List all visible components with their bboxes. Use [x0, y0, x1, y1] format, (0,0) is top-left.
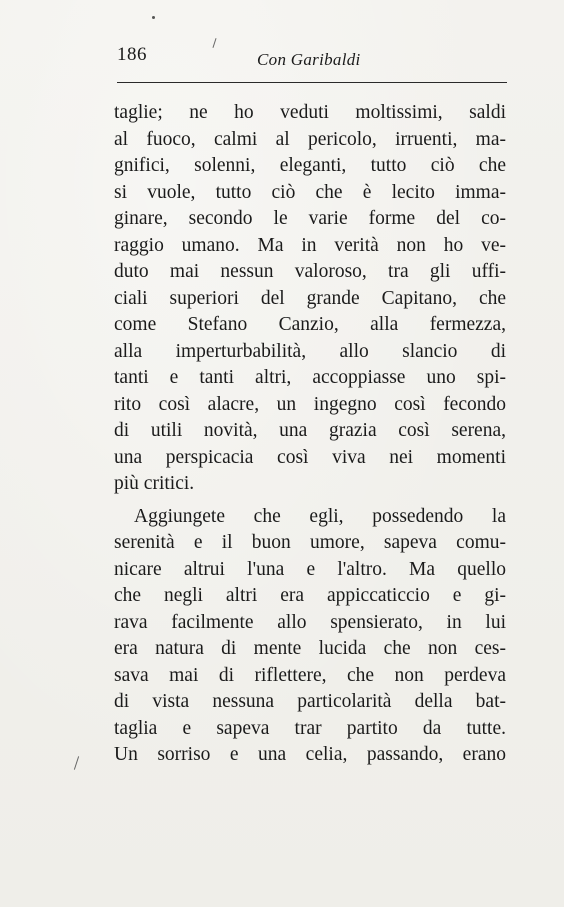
text-line: rava facilmente allo spensierato, in lui [114, 611, 506, 633]
text-line: alla imperturbabilità, allo slancio di [114, 340, 506, 362]
text-line: rito così alacre, un ingegno così fecondo [114, 393, 506, 415]
paragraph-1 [114, 100, 506, 498]
text-line: serenità e il buon umore, sapeva comu- [114, 532, 506, 553]
page-number: 186 [117, 44, 147, 65]
text-line: sava mai di riflettere, che non perdeva [114, 664, 506, 686]
text-line: si vuole, tutto ciò che è lecito imma- [114, 181, 506, 203]
text-line: nicare altrui l'una e l'altro. Ma quello [114, 558, 506, 580]
text-line: più critici. [114, 473, 195, 494]
text-line: duto mai nessun valoroso, tra gli uffi- [114, 261, 506, 282]
text-line: tanti e tanti altri, accoppiasse uno spi- [114, 367, 506, 388]
text-line: gnifici, solenni, eleganti, tutto ciò che [114, 155, 506, 176]
text-line: come Stefano Canzio, alla fermezza, [114, 314, 506, 335]
text-line: Aggiungete che egli, possedendo la [134, 505, 506, 527]
running-title: Con Garibaldi [257, 50, 361, 69]
paragraph-2 [114, 504, 506, 769]
text-line: di utili novità, una grazia così serena, [114, 420, 506, 441]
text-line: raggio umano. Ma in verità non ho ve- [114, 234, 506, 256]
text-line: ginare, secondo le varie forme del co- [114, 208, 506, 229]
text-line: taglie; ne ho veduti moltissimi, saldi [114, 102, 506, 123]
text-line: di vista nessuna particolarità della bat- [114, 691, 506, 712]
body-text [114, 100, 506, 769]
text-line: una perspicacia così viva nei momenti [114, 446, 506, 468]
ink-speck [152, 16, 155, 19]
header-rule [117, 82, 507, 83]
text-line: ciali superiori del grande Capitano, che [114, 287, 506, 309]
text-line: che negli altri era appiccaticcio e gi- [114, 585, 506, 606]
text-line: al fuoco, calmi al pericolo, irruenti, ma- [114, 128, 506, 150]
text-line: taglia e sapeva trar partito da tutte. [114, 717, 506, 739]
pencil-mark [74, 756, 79, 770]
text-line: Un sorriso e una celia, passando, erano [114, 744, 506, 765]
text-line: era natura di mente lucida che non ces- [114, 638, 506, 659]
page-header [117, 44, 507, 74]
